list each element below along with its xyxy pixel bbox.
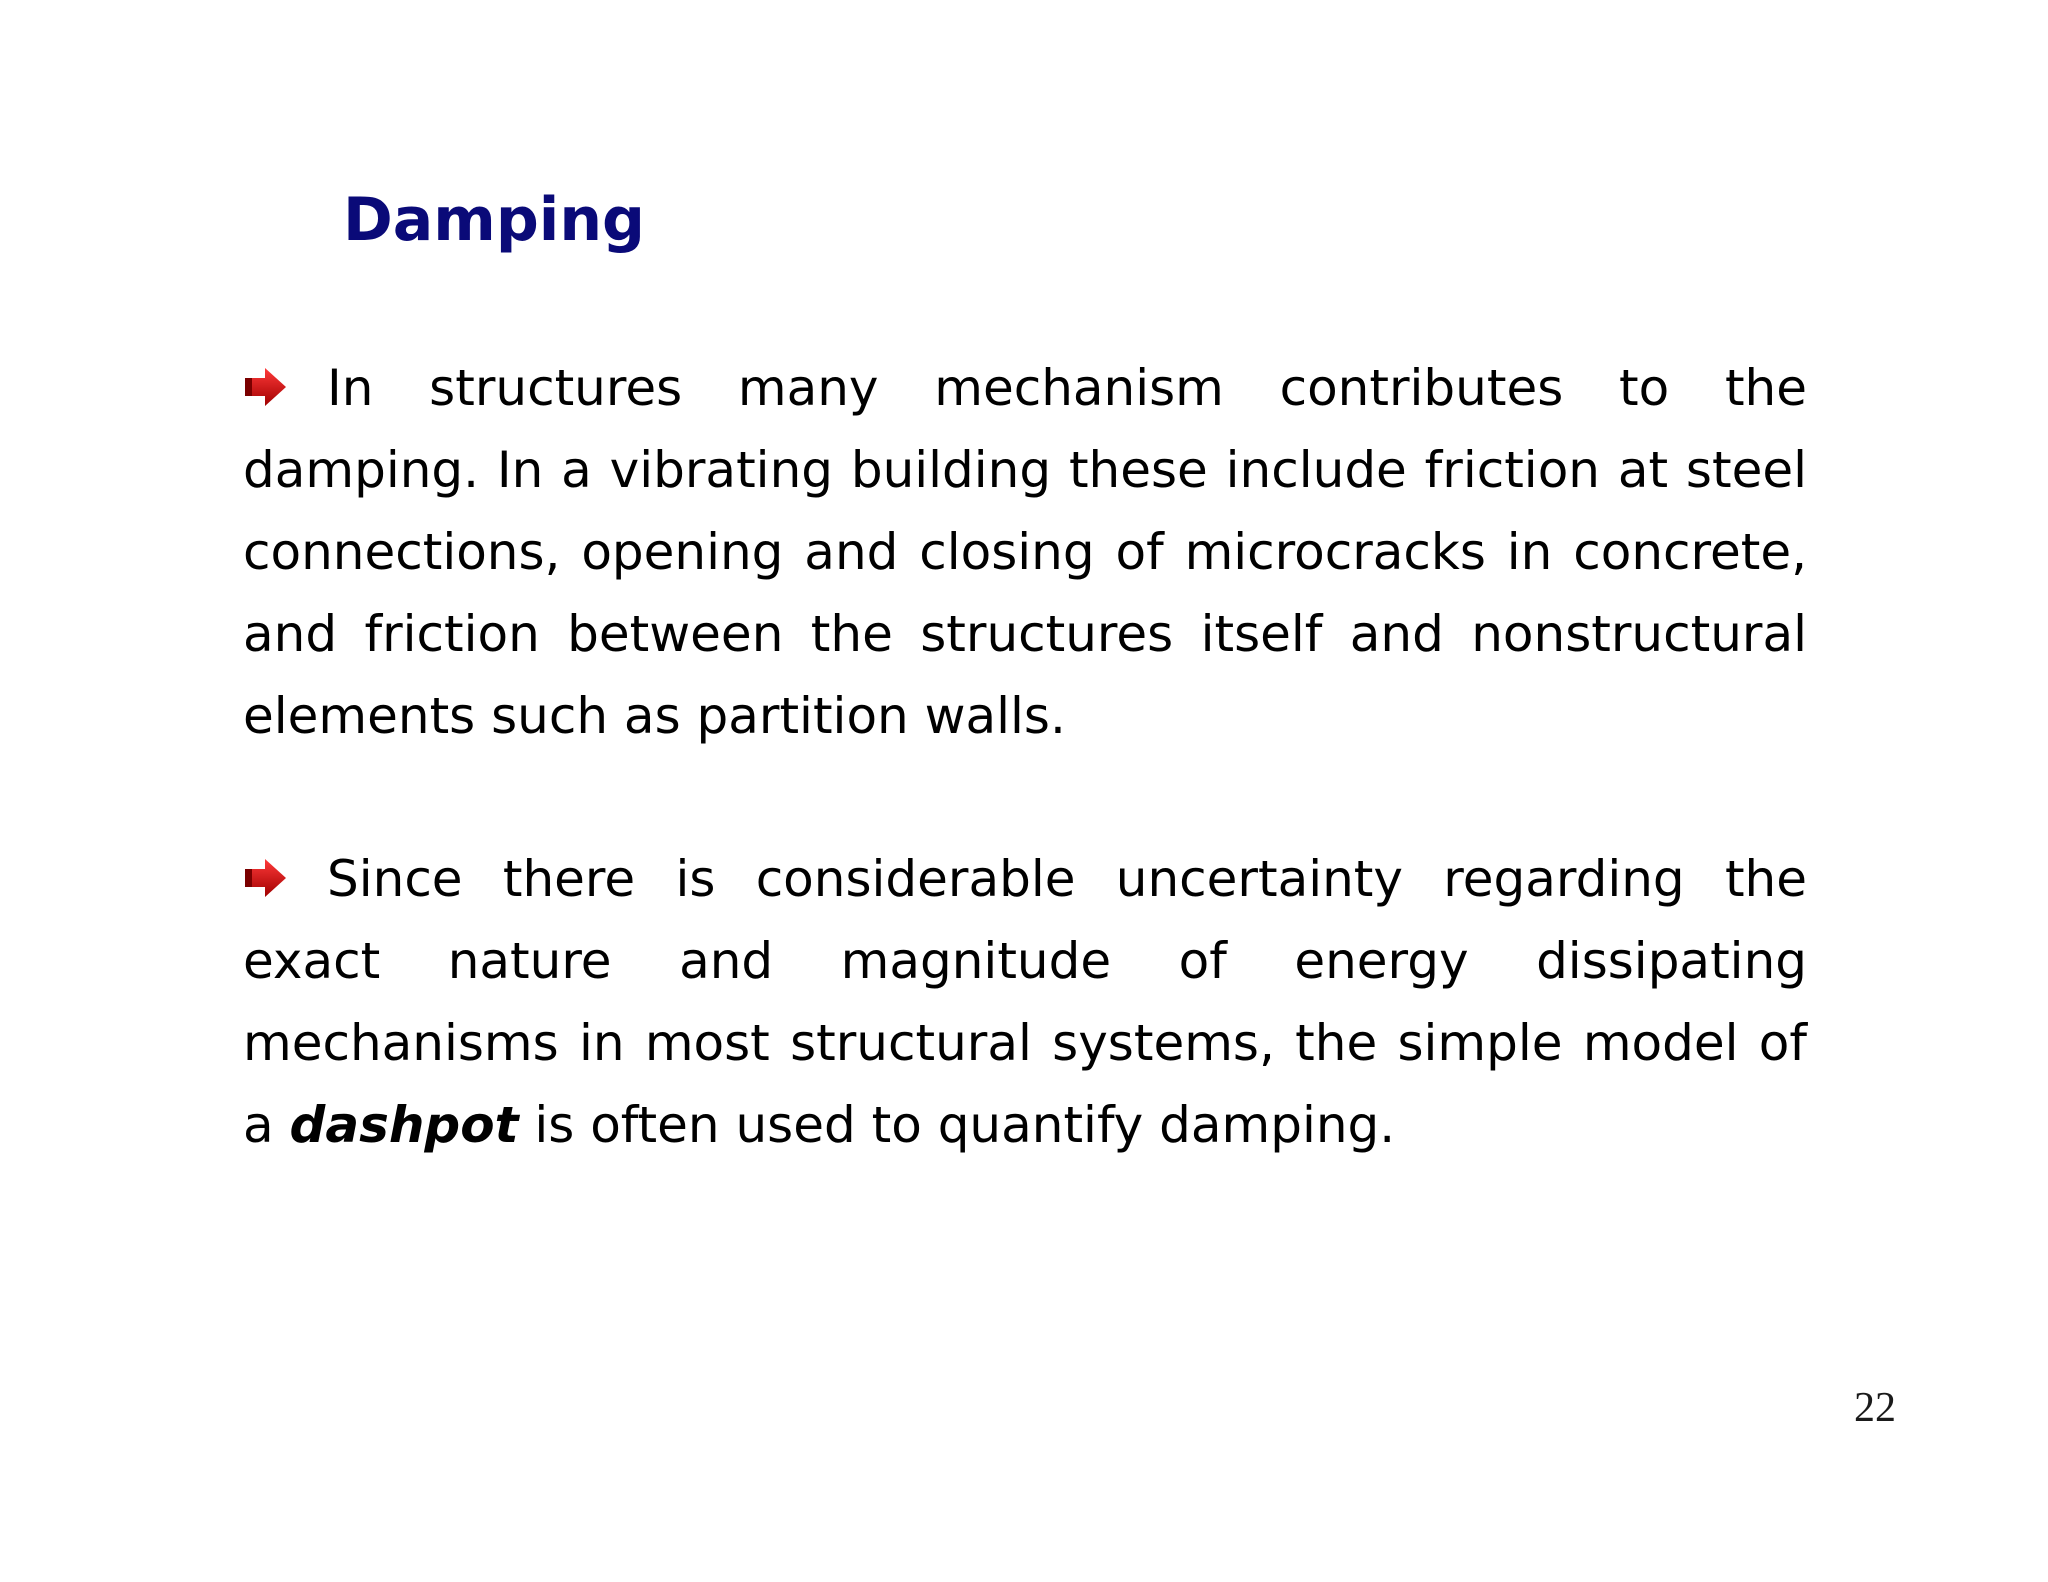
paragraph-2-text-after: is often used to quantify damping. [518, 1096, 1396, 1154]
bullet-paragraph-2 [243, 838, 1807, 1166]
bullet-paragraph-1 [243, 347, 1807, 757]
dashpot-emphasis: dashpot [289, 1096, 519, 1154]
paragraph-2-text-before: Since there is considerable uncertainty regarding the exact nature and magnitude of energy dissipating mechanisms in most structural systems, the simple model of a [243, 850, 1807, 1154]
red-arrow-bullet-icon [243, 858, 287, 898]
page-number: 22 [1854, 1385, 1896, 1431]
paragraph-1-text: In structures many mechanism contributes to the damping. In a vibrating building these include friction at steel connections, opening and closing of microcracks in concrete, and friction between the structures itself and nonstructural elements such as partition walls. [243, 359, 1807, 745]
red-arrow-bullet-icon [243, 367, 287, 407]
slide-title: Damping [343, 185, 645, 255]
